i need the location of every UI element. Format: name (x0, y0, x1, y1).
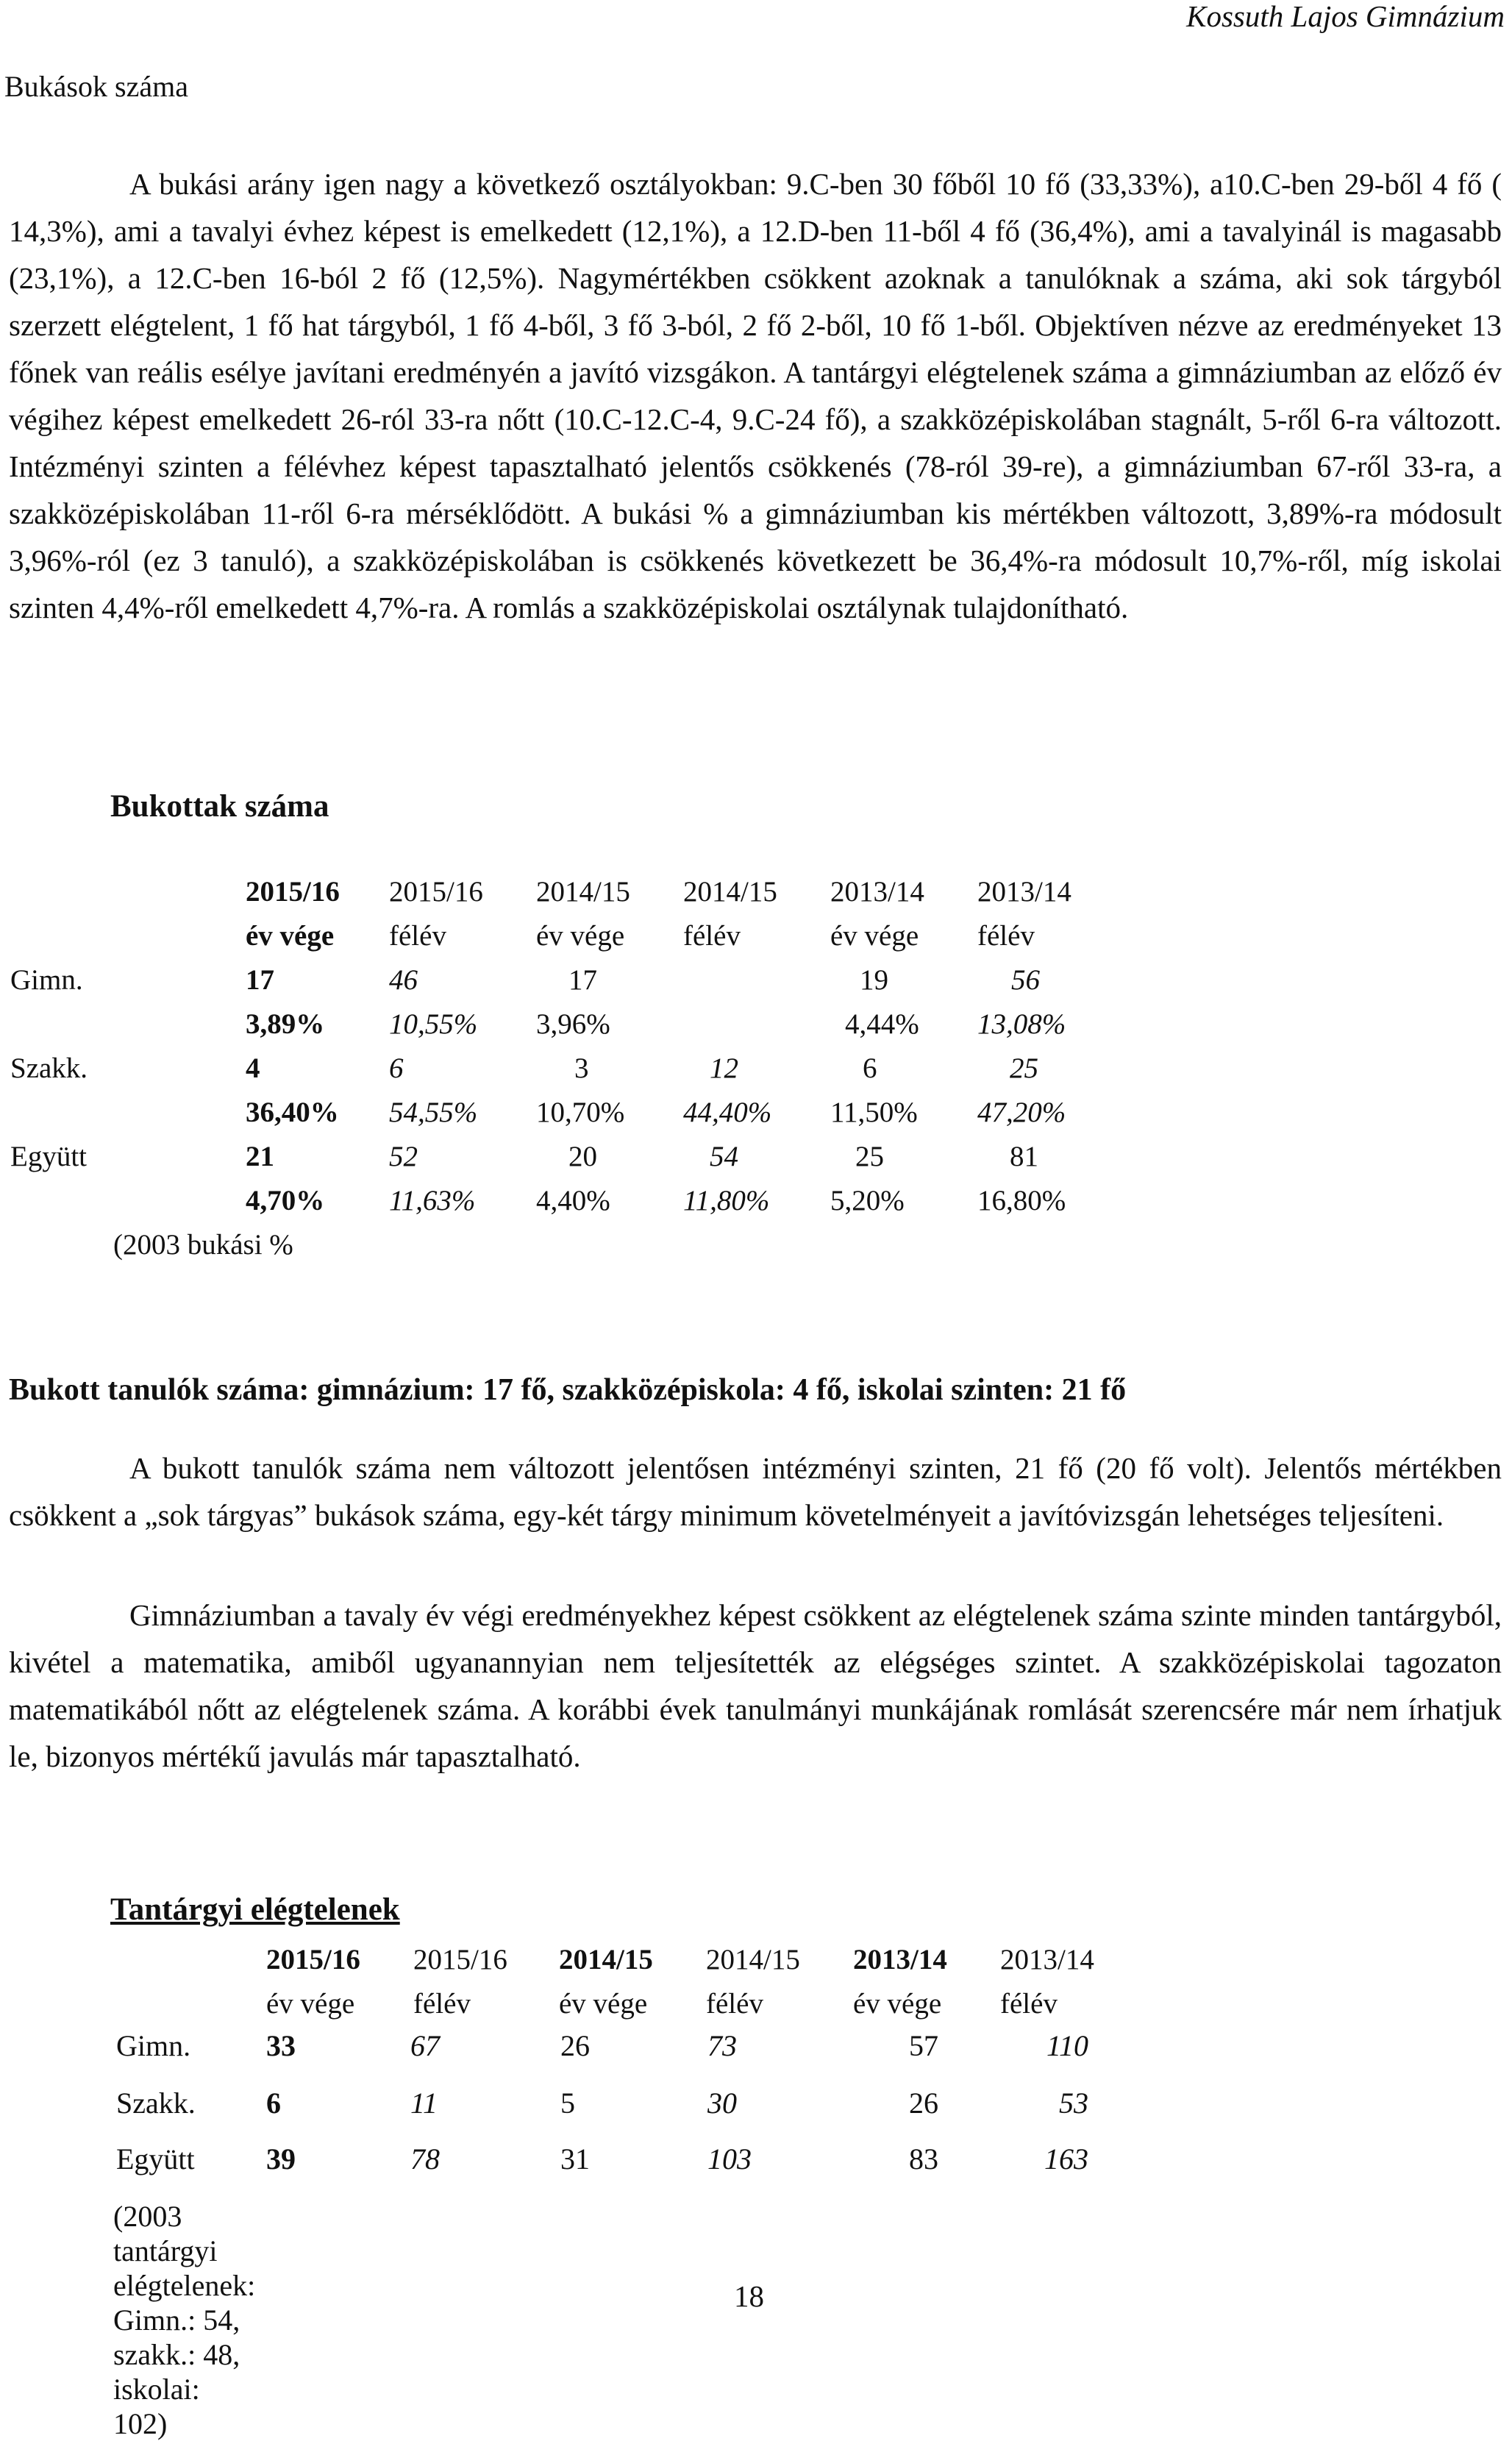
row-label: Együtt (116, 2142, 195, 2175)
table-note: (2003 bukási % (113, 1228, 293, 1261)
table-cell: 110 (1046, 2029, 1088, 2062)
table-cell: 30 (707, 2087, 737, 2120)
column-header: 2015/16 (266, 1943, 360, 1975)
table-cell: 3 (574, 1052, 589, 1084)
table-cell: 11 (410, 2087, 438, 2120)
table-row (3, 1134, 1124, 1178)
table-cell: 39 (266, 2142, 296, 2175)
table-header-row (107, 869, 1124, 913)
table-cell: 33 (266, 2029, 296, 2062)
table-cell: 3,96% (536, 1008, 610, 1040)
table-cell: 44,40% (683, 1096, 772, 1128)
table-row (3, 1002, 1124, 1046)
table-cell: 46 (389, 963, 418, 996)
column-subheader: félév (389, 919, 446, 952)
table-cell: 53 (1059, 2087, 1088, 2120)
table-cell: 36,40% (246, 1096, 339, 1128)
row-label: Gimn. (10, 963, 83, 996)
table-cell: 67 (410, 2029, 440, 2062)
column-header: 2015/16 (389, 875, 483, 908)
table-cell: 26 (909, 2087, 938, 2120)
table-cell: 6 (266, 2087, 281, 2120)
column-subheader: félév (1000, 1987, 1058, 2020)
table-cell: 54 (710, 1140, 738, 1172)
table-cell: 6 (389, 1052, 404, 1084)
table-cell: 3,89% (246, 1008, 325, 1040)
row-label (3, 1178, 246, 1222)
row-label: Együtt (10, 1140, 87, 1172)
column-header: 2014/15 (706, 1943, 800, 1975)
column-subheader: félév (413, 1987, 471, 2020)
table-cell: 4 (246, 1052, 260, 1084)
table-cell: 47,20% (977, 1096, 1066, 1128)
row-label: Gimn. (116, 2029, 191, 2062)
failures-table (107, 869, 1124, 958)
table1-title: Bukottak száma (110, 789, 329, 824)
table-cell: 83 (909, 2142, 938, 2175)
table-cell: 21 (246, 1140, 274, 1172)
table-cell: 163 (1044, 2142, 1088, 2175)
school-name: Kossuth Lajos Gimnázium (1186, 0, 1505, 33)
page-number: 18 (734, 2279, 764, 2313)
table-row (3, 1222, 1124, 1266)
column-header: 2014/15 (559, 1943, 653, 1975)
row-label: Szakk. (116, 2087, 196, 2120)
column-subheader: félév (683, 919, 741, 952)
section-heading: Bukások száma (4, 70, 188, 103)
table-cell: 13,08% (977, 1008, 1066, 1040)
column-header: 2015/16 (413, 1943, 507, 1975)
subject-fails-table (4, 1937, 1147, 2025)
table-row (3, 1046, 1124, 1090)
table-row (3, 1090, 1124, 1134)
table-cell: 11,80% (683, 1184, 770, 1216)
column-header: 2013/14 (1000, 1943, 1094, 1975)
failed-students-summary: Bukott tanulók száma: gimnázium: 17 fő, szakközépiskola: 4 fő, iskolai szinten: 21 fő (9, 1373, 1127, 1407)
table-cell: 4,44% (845, 1008, 919, 1040)
column-subheader: év vége (830, 919, 919, 952)
table-cell: 20 (568, 1140, 597, 1172)
table-cell: 10,55% (389, 1008, 478, 1040)
table-cell: 57 (909, 2029, 938, 2062)
table-note: (2003 tantárgyi elégtelenek: Gimn.: 54, szakk.: 48, iskolai: 102) (113, 2200, 256, 2440)
column-header: 2013/14 (977, 875, 1071, 908)
table-cell: 78 (410, 2142, 440, 2175)
column-subheader: félév (706, 1987, 763, 2020)
table-cell (683, 958, 830, 1002)
table2-title: Tantárgyi elégtelenek (110, 1892, 400, 1927)
table-cell: 12 (710, 1052, 738, 1084)
table-cell: 103 (707, 2142, 752, 2175)
table-cell: 52 (389, 1140, 418, 1172)
table-cell: 73 (707, 2029, 737, 2062)
table-cell: 11,63% (389, 1184, 476, 1216)
table-cell: 81 (1010, 1140, 1038, 1172)
column-subheader: év vége (536, 919, 625, 952)
table-cell: 56 (1011, 963, 1040, 996)
column-subheader: év vége (246, 919, 335, 952)
table-row (3, 1178, 1124, 1222)
table-cell: 6 (863, 1052, 877, 1084)
column-subheader: év vége (559, 1987, 648, 2020)
table-header-row (107, 913, 1124, 958)
column-header: 2014/15 (536, 875, 630, 908)
column-header: 2013/14 (853, 1943, 947, 1975)
column-header: 2014/15 (683, 875, 777, 908)
table-cell: 25 (1010, 1052, 1038, 1084)
column-subheader: év vége (853, 1987, 942, 2020)
table-cell: 4,40% (536, 1184, 610, 1216)
table-cell: 17 (568, 963, 597, 996)
column-header: 2013/14 (830, 875, 924, 908)
analysis-paragraph: Gimnáziumban a tavaly év végi eredményekhez képest csökkent az elégtelenek száma szinte minden tantárgyból, kivétel a matematika, amiből ugyanannyian nem teljesítették az elégséges szintet. A szakközépiskolai tagozaton matematikából nőtt az elégtelenek száma. A korábbi évek tanulmányi munkájának romlását szerencsére már nem írhatjuk le, bizonyos mértékű javulás már tapasztalható. (9, 1598, 1502, 1773)
intro-paragraph: A bukási arány igen nagy a következő osztályokban: 9.C-ben 30 főből 10 fő (33,33%), a10.C-ben 29-ből 4 fő ( 14,3%), ami a tavalyi évhez képest is emelkedett (12,1%), a 12.D-ben 11-ből 4 fő (36,4%), ami a tavalyinál is magasabb (23,1%), a 12.C-ben 16-ból 2 fő (12,5%). Nagymértékben csökkent azoknak a tanulóknak a száma, aki sok tárgyból szerzett elégtelent, 1 fő hat tárgyból, 1 fő 4-ből, 3 fő 3-ból, 2 fő 2-ből, 10 fő 1-ből. Objektíven nézve az eredményeket 13 főnek van reális esélye javítani eredményén a javító vizsgákon. A tantárgyi elégtelenek száma a gimnáziumban az előző év végihez képest emelkedett 26-ról 33-ra nőtt (10.C-12.C-4, 9.C-24 fő), a szakközépiskolában stagnált, 5-ről 6-ra változott. Intézményi szinten a félévhez képest tapasztalható jelentős csökkenés (78-ról 39-re), a gimnáziumban 67-ről 33-ra, a szakközépiskolában 11-ről 6-ra mérséklődött. A bukási % a gimnáziumban kis mértékben változott, 3,89%-ra módosult 3,96%-ról (ez 3 tanuló), a szakközépiskolában is csökkenés következett be 36,4%-ra módosult 10,7%-ről, míg iskolai szinten 4,4%-ről emelkedett 4,7%-ra. A romlás a szakközépiskolai osztálynak tulajdonítható. (9, 167, 1502, 624)
table-cell: 4,70% (246, 1184, 325, 1216)
summary-paragraph: A bukott tanulók száma nem változott jelentősen intézményi szinten, 21 fő (20 fő volt). Jelentős mértékben csökkent a „sok tárgyas” bukások száma, egy-két tárgy minimum követelményeit a javítóvizsgán lehetséges teljesíteni. (9, 1451, 1502, 1532)
table-cell: 11,50% (830, 1096, 918, 1128)
row-label (3, 1002, 246, 1046)
table-cell: 31 (560, 2142, 590, 2175)
table-row (3, 958, 1124, 1002)
column-subheader: év vége (266, 1987, 355, 2020)
row-label (3, 1090, 246, 1134)
column-header: 2015/16 (246, 875, 340, 908)
table-cell: 26 (560, 2029, 590, 2062)
table-cell: 10,70% (536, 1096, 625, 1128)
failures-table-body (3, 958, 1124, 1266)
table-cell: 17 (246, 963, 274, 996)
table-cell: 16,80% (977, 1184, 1066, 1216)
table-cell: 19 (860, 963, 888, 996)
table-cell (683, 1002, 830, 1046)
table-cell: 5 (560, 2087, 575, 2120)
row-label: Szakk. (10, 1052, 88, 1084)
table-header-row (4, 1937, 1147, 1981)
column-subheader: félév (977, 919, 1035, 952)
table-cell: 54,55% (389, 1096, 478, 1128)
table-header-row (4, 1981, 1147, 2025)
table-cell: 25 (855, 1140, 884, 1172)
table-cell: 5,20% (830, 1184, 905, 1216)
